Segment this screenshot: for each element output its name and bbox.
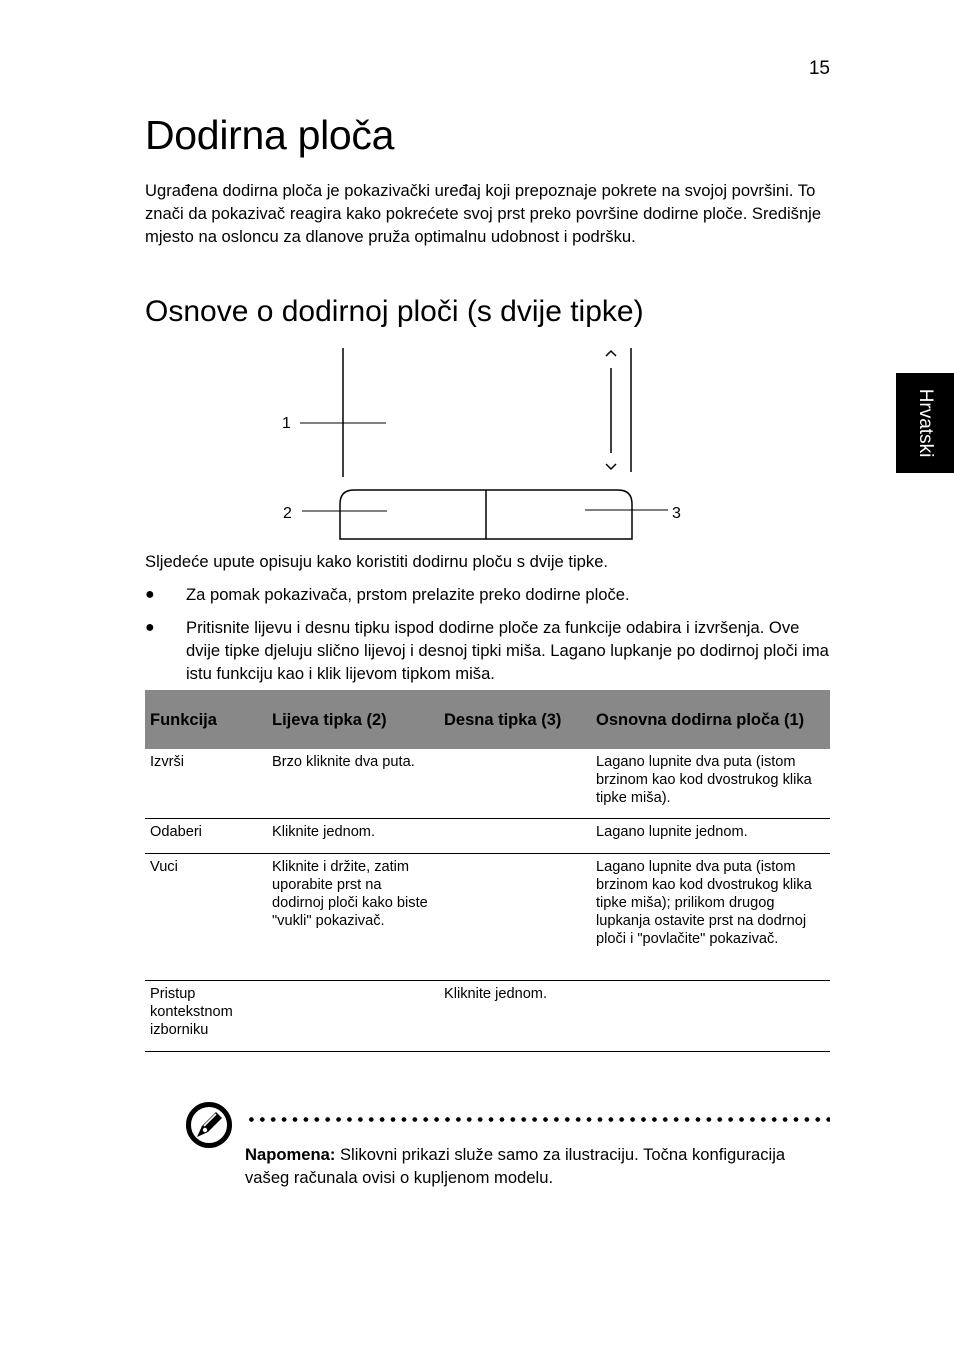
table-cell [267,980,439,1051]
table-cell [439,749,591,818]
table-cell [439,853,591,980]
table-cell: Vuci [145,853,267,980]
table-cell: Lagano lupnite jednom. [591,818,830,853]
intro-paragraph: Ugrađena dodirna ploča je pokazivački uređaj koji prepoznaje pokrete na svojoj površini. To znači da pokazivač reagira kako pokrećete svoj prst preko površine dodirne ploče. Središnje mjesto na osloncu za dlanove pruža optimalnu udobnost i podršku. [145,181,822,246]
table-cell: Odaberi [145,818,267,853]
scroll-up-arrow-icon [606,351,616,356]
language-tab-label: Hrvatski [915,388,936,458]
table-row [145,980,830,1051]
table-cell: Brzo kliknite dva puta. [267,749,439,818]
header-right-button: Desna tipka (3) [439,690,591,749]
header-touchpad: Osnovna dodirna ploča (1) [591,690,830,749]
page-title: Dodirna ploča [145,112,395,158]
table-cell [591,980,830,1051]
note-body: Slikovni prikazi služe samo za ilustraciju. Točna konfiguracija vašeg računala ovisi o kupljenom modelu. [245,1145,786,1187]
touchpad-diagram [270,340,690,550]
header-left-button: Lijeva tipka (2) [267,690,439,749]
callout-label-2: 2 [283,505,292,522]
table-row [145,818,830,853]
table-cell [439,818,591,853]
table-row [145,749,830,818]
table-cell: Lagano lupnite dva puta (istom brzinom kao kod dvostrukog klika tipke miša). [591,749,830,818]
table-cell: Izvrši [145,749,267,818]
callout-label-1: 1 [282,415,291,432]
bullet-text: Za pomak pokazivača, prstom prelazite preko dodirne ploče. [186,585,630,604]
table-cell: Pristup kontekstnom izborniku [145,980,267,1051]
table-cell: Kliknite i držite, zatim uporabite prst na dodirnoj ploči kako biste "vukli" pokazivač. [267,853,439,980]
table-cell: Lagano lupnite dva puta (istom brzinom kao kod dvostrukog klika tipke miša); prilikom drugog lupkanja ostavite prst na dodrnoj ploči i "povlačite" pokazivač. [591,853,830,980]
bullet-text: Pritisnite lijevu i desnu tipku ispod dodirne ploče za funkcije odabira i izvršenja. Ove dvije tipke djeluju slično lijevoj i desnoj tipki miša. Lagano lupkanje po dodirnoj ploči ima istu funkciju kao i klik lijevom tipkom miša. [186,618,829,683]
bullet-dot-icon: ● [145,586,155,603]
section-title: Osnove o dodirnoj ploči (s dvije tipke) [145,295,644,328]
table-cell: Kliknite jednom. [267,818,439,853]
header-function: Funkcija [145,690,267,749]
callout-label-3: 3 [672,505,681,522]
note-label: Napomena: [245,1145,336,1164]
scroll-down-arrow-icon [606,464,616,469]
usage-lead: Sljedeće upute opisuju kako koristiti dodirnu ploču s dvije tipke. [145,552,609,571]
language-tab [896,373,954,473]
page-number: 15 [808,58,830,79]
bullet-dot-icon: ● [145,619,155,636]
function-table [145,690,830,1052]
table-header-row [145,690,830,749]
table-row [145,853,830,980]
table-cell: Kliknite jednom. [439,980,591,1051]
note-pen-icon [185,1101,233,1149]
note-dotted-divider [246,1117,830,1122]
note-paragraph [245,1143,830,1189]
